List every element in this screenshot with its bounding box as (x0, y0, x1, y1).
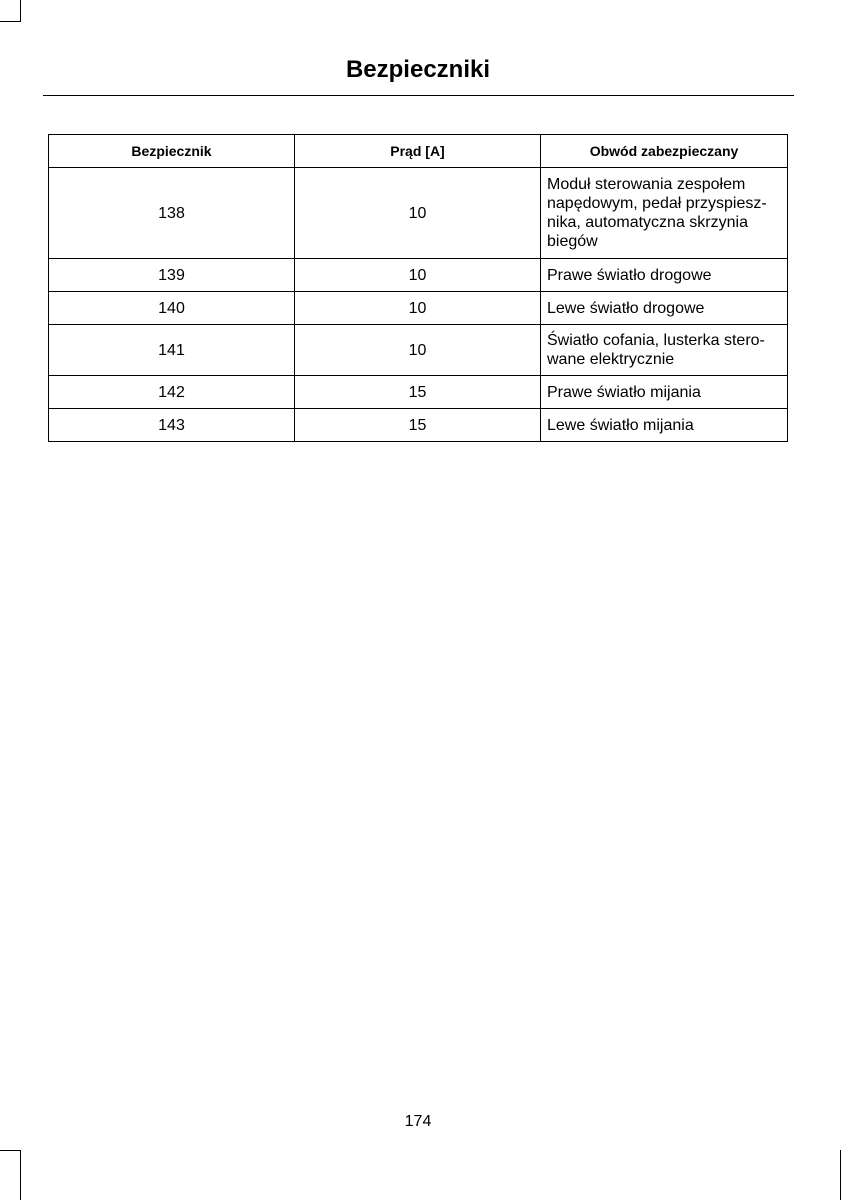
column-header-fuse: Bezpiecznik (49, 135, 295, 168)
circuit-cell: Lewe światło drogowe (541, 292, 788, 325)
fuse-number-cell: 139 (49, 259, 295, 292)
page-number: 174 (404, 1113, 432, 1130)
current-cell: 10 (295, 292, 541, 325)
circuit-cell: Lewe światło mijania (541, 409, 788, 442)
table-row (49, 325, 788, 376)
crop-mark-bottom-left-horizontal (0, 1150, 21, 1151)
table-row (49, 376, 788, 409)
fuse-number-cell: 143 (49, 409, 295, 442)
crop-mark-bottom-right-vertical (840, 1150, 841, 1200)
circuit-cell: Prawe światło drogowe (541, 259, 788, 292)
current-cell: 15 (295, 409, 541, 442)
table-row (49, 409, 788, 442)
current-cell: 10 (295, 259, 541, 292)
title-divider (43, 95, 794, 96)
fuse-number-cell: 138 (49, 168, 295, 259)
table-row (49, 168, 788, 259)
current-cell: 10 (295, 168, 541, 259)
crop-mark-top-left-vertical (20, 0, 21, 22)
circuit-cell: Moduł sterowania zespołem napędowym, pedał przyspiesznika, automatyczna skrzynia biegów (541, 168, 788, 259)
table-header-row (49, 135, 788, 168)
table-row (49, 259, 788, 292)
fuse-number-cell: 141 (49, 325, 295, 376)
crop-mark-top-left-horizontal (0, 21, 21, 22)
circuit-cell: Światło cofania, lusterka sterowane elektrycznie (541, 325, 788, 376)
column-header-circuit: Obwód zabezpieczany (541, 135, 788, 168)
circuit-cell: Prawe światło mijania (541, 376, 788, 409)
fuse-number-cell: 142 (49, 376, 295, 409)
page-title: Bezpieczniki (345, 56, 491, 83)
column-header-current: Prąd [A] (295, 135, 541, 168)
current-cell: 10 (295, 325, 541, 376)
crop-mark-bottom-left-vertical (20, 1150, 21, 1200)
table-row (49, 292, 788, 325)
fuse-table (48, 134, 788, 442)
current-cell: 15 (295, 376, 541, 409)
fuse-number-cell: 140 (49, 292, 295, 325)
